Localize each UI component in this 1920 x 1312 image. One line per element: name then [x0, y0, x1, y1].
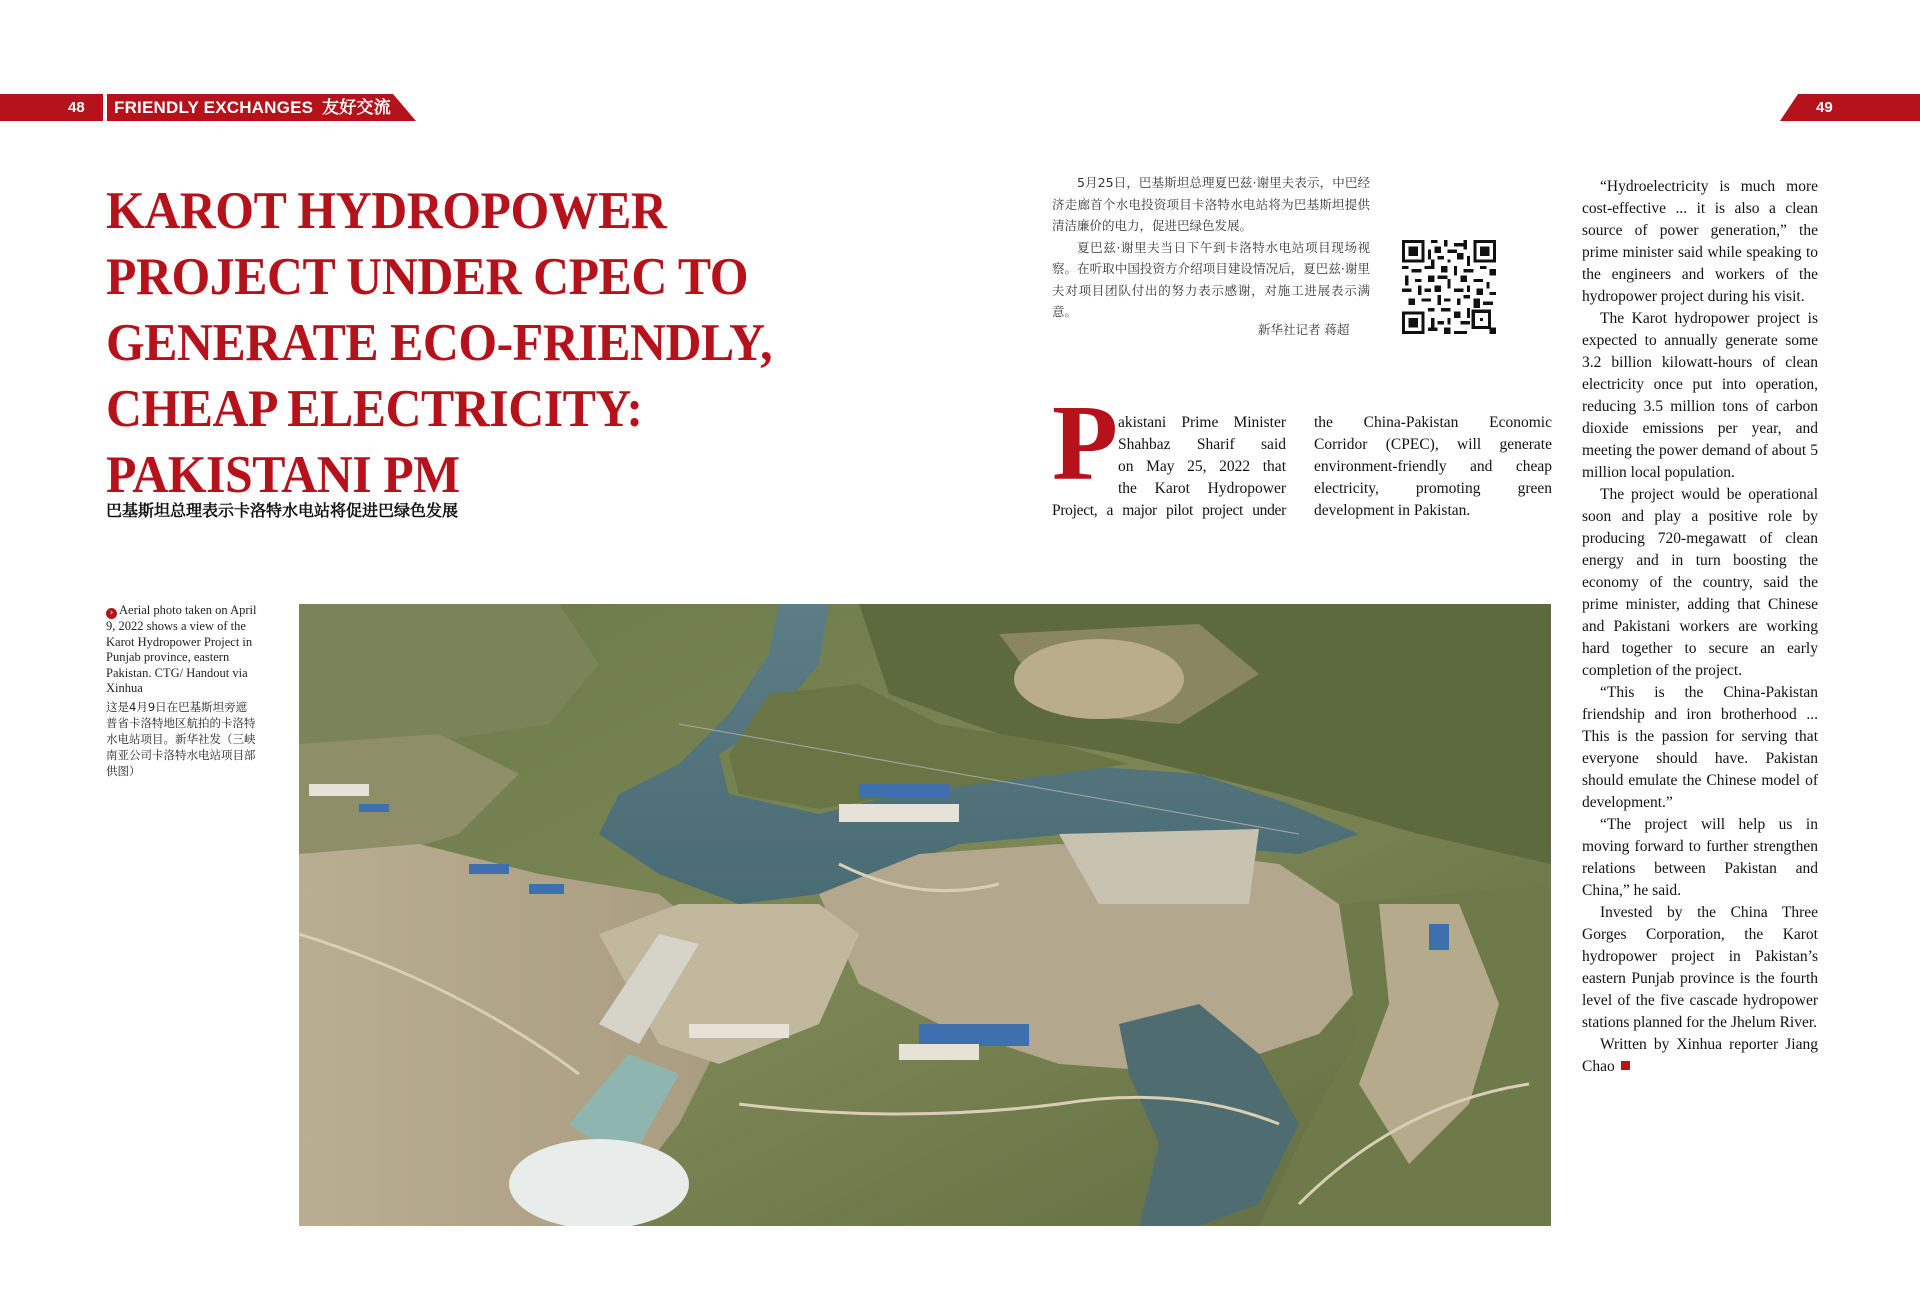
- body-column: [1582, 176, 1818, 1078]
- page-number-left: 48: [68, 99, 85, 116]
- end-mark-icon: [1621, 1061, 1630, 1070]
- qr-code-icon: [1402, 240, 1496, 334]
- lead-line: Corridor (CPEC), will generate: [1314, 436, 1552, 453]
- aerial-photo-image: [299, 604, 1551, 1226]
- subtitle-cn: 巴基斯坦总理表示卡洛特水电站将促进巴绿色发展: [106, 501, 459, 520]
- body-paragraph: Invested by the China Three Gorges Corporation, the Karot hydropower project in Pakistan’s eastern Punjab province is the fourth level of the five cascade hydropower stations planned for the Jhelum River.: [1582, 904, 1818, 1031]
- headline-line: PROJECT UNDER CPEC TO: [106, 248, 749, 306]
- header-right-bar: [1780, 94, 1920, 121]
- cn-summary-paragraph: 夏巴兹·谢里夫当日下午到卡洛特水电站项目现场视察。在听取中国投资方介绍项目建设情况后，夏巴兹·谢里夫对项目团队付出的努力表示感谢，对施工进展表示满意。: [1052, 239, 1370, 319]
- byline: Written by Xinhua reporter Jiang Chao: [1582, 1036, 1818, 1075]
- headline-line: KAROT HYDROPOWER: [106, 182, 667, 240]
- page-number-right: 49: [1816, 99, 1833, 116]
- lead-line: Project, a major pilot project under: [1052, 502, 1286, 519]
- body-paragraph: The Karot hydropower project is expected to annually generate some 3.2 billion kilowatt-hours of clean electricity once put into operation, reducing 3.5 million tons of carbon dioxide emissions per year, and meeting the power demand of about 5 million local population.: [1582, 310, 1818, 481]
- headline: [106, 178, 820, 508]
- cn-summary-paragraph: 5月25日，巴基斯坦总理夏巴兹·谢里夫表示，中巴经济走廊首个水电投资项目卡洛特水电站将为巴基斯坦提供清洁廉价的电力，促进巴绿色发展。: [1052, 175, 1370, 233]
- cn-byline: 新华社记者 蒋超: [1258, 322, 1350, 337]
- header-left: [0, 94, 416, 121]
- lead-line: on May 25, 2022 that: [1118, 458, 1286, 475]
- header-right: [1780, 94, 1920, 121]
- photo-caption: [106, 603, 258, 779]
- lead-column-1: [1052, 412, 1286, 522]
- cn-summary: [1052, 172, 1370, 323]
- header-separator: [103, 94, 107, 121]
- body-paragraph: “The project will help us in moving forward to further strengthen relations between Pakistan and China,” he said.: [1582, 816, 1818, 899]
- lead-line: the Karot Hydropower: [1118, 480, 1286, 497]
- lead-line: the China-Pakistan Economic: [1314, 414, 1552, 431]
- drop-cap: P: [1052, 384, 1118, 503]
- headline-line: CHEAP ELECTRICITY:: [106, 380, 643, 438]
- lead-line: development in Pakistan.: [1314, 502, 1471, 519]
- section-title-en: FRIENDLY EXCHANGES: [114, 98, 314, 117]
- caption-cn: 这是4月9日在巴基斯坦旁遮普省卡洛特地区航拍的卡洛特水电站项目。新华社发（三峡南亚公司卡洛特水电站项目部供图）: [106, 699, 256, 778]
- lead-line: Shahbaz Sharif said: [1118, 436, 1286, 453]
- headline-line: GENERATE ECO-FRIENDLY,: [106, 314, 773, 372]
- section-title: [114, 94, 391, 121]
- section-title-cn: 友好交流: [322, 98, 391, 118]
- lead-column-2: [1314, 412, 1552, 522]
- headline-line: PAKISTANI PM: [106, 446, 460, 504]
- lead-line: akistani Prime Minister: [1118, 414, 1286, 431]
- lead-line: electricity, promoting green: [1314, 480, 1552, 497]
- qr-code[interactable]: [1402, 240, 1496, 334]
- caption-arrow-icon: ›: [106, 608, 117, 619]
- aerial-photo[interactable]: [299, 604, 1551, 1226]
- lead-line: environment-friendly and cheap: [1314, 458, 1552, 475]
- byline-paragraph: [1582, 1034, 1818, 1078]
- body-paragraph: “This is the China-Pakistan friendship and iron brotherhood ... This is the passion for serving that everyone should have. Pakistan should emulate the Chinese model of development.”: [1582, 684, 1818, 811]
- caption-en-block: [106, 603, 258, 697]
- body-paragraph: The project would be operational soon and play a positive role by producing 720-megawatt of clean energy and in turn boosting the economy of the country, said the prime minister, adding that Chinese and Pakistani workers are working hard together to secure an early completion of the project.: [1582, 486, 1818, 679]
- caption-en: Aerial photo taken on April 9, 2022 shows a view of the Karot Hydropower Project in Punjab province, eastern Pakistan. CTG/ Handout via Xinhua: [106, 603, 257, 695]
- body-paragraph: “Hydroelectricity is much more cost-effective ... it is also a clean source of power generation,” the prime minister said while speaking to the engineers and workers of the hydropower project during his visit.: [1582, 178, 1818, 305]
